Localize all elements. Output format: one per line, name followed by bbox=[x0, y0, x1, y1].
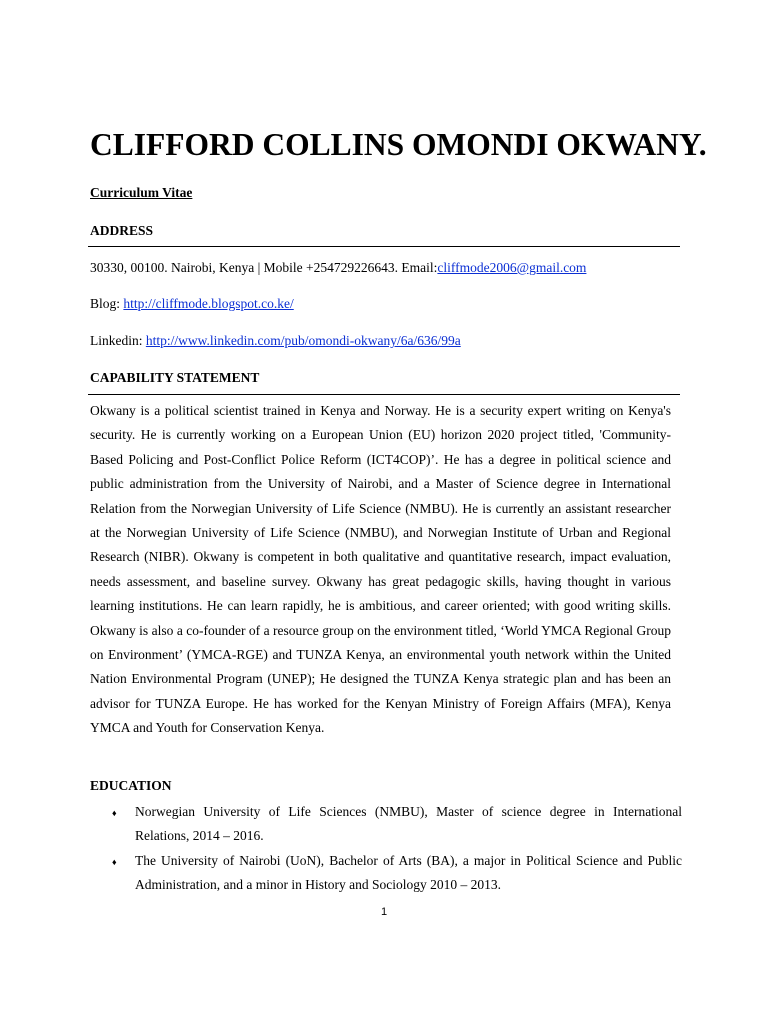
capability-statement: Okwany is a political scientist trained in Kenya and Norway. He is a security expert writing on Kenya's security. He is currently working on a European Union (EU) horizon 2020 project titled, 'Community-Based Policing and Post-Conflict Police Reform (ICT4COP)’. He has a degree in political science and public administration from the University of Nairobi, and a Master of Science degree in International Relation from the Norwegian University of Life Science (NMBU). He is currently an assistant researcher at the Norwegian University of Life Science (NMBU), and Norwegian Institute of Urban and Regional Research (NIBR). Okwany is competent in both qualitative and quantitative research, impact evaluation, needs assessment, and baseline survey. Okwany has great pedagogic skills, having thought in various learning institutions. He can learn rapidly, he is ambitious, and career oriented; with good writing skills. Okwany is also a co-founder of a resource group on the environment titled, ‘World YMCA Regional Group on Environment’ (YMCA-RGE) and TUNZA Kenya, an environmental youth network within the United Nation Environmental Program (UNEP); He designed the TUNZA Kenya strategic plan and has been an advisor for TUNZA Europe. He has worked for the Kenyan Ministry of Foreign Affairs (MFA), Kenya YMCA and Youth for Conservation Kenya. bbox=[90, 403, 671, 736]
blog-line bbox=[90, 295, 294, 313]
email-link[interactable]: cliffmode2006@gmail.com bbox=[437, 260, 587, 275]
contact-text: 30330, 00100. Nairobi, Kenya | Mobile +254729226643. Email: bbox=[90, 260, 438, 275]
blog-link[interactable]: http://cliffmode.blogspot.co.ke/ bbox=[123, 296, 294, 311]
address-heading: ADDRESS bbox=[90, 223, 154, 238]
education-list bbox=[90, 800, 682, 898]
page-number: 1 bbox=[380, 906, 388, 918]
list-item bbox=[90, 800, 682, 849]
education-heading: EDUCATION bbox=[90, 778, 172, 793]
linkedin-link[interactable]: http://www.linkedin.com/pub/omondi-okwany/6a/636/99a bbox=[145, 333, 461, 348]
education-entry: The University of Nairobi (UoN), Bachelor of Arts (BA), a major in Political Science and Public Administration, and a minor in History and Sociology 2010 – 2013. bbox=[135, 852, 682, 893]
capability-divider bbox=[88, 394, 680, 395]
blog-label: Blog: bbox=[90, 296, 124, 311]
linkedin-label: Linkedin: bbox=[90, 333, 146, 348]
list-item bbox=[90, 849, 682, 898]
document-subtitle: Curriculum Vitae bbox=[90, 185, 193, 200]
diamond-bullet-icon: ♦ bbox=[112, 856, 117, 867]
address-divider bbox=[88, 246, 680, 247]
candidate-name: CLIFFORD COLLINS OMONDI OKWANY. bbox=[90, 127, 707, 162]
contact-line bbox=[90, 259, 586, 277]
education-entry: Norwegian University of Life Sciences (NMBU), Master of science degree in International Relations, 2014 – 2016. bbox=[135, 804, 682, 844]
diamond-bullet-icon: ♦ bbox=[112, 808, 117, 818]
linkedin-line bbox=[90, 332, 461, 350]
capability-heading: CAPABILITY STATEMENT bbox=[90, 370, 260, 385]
